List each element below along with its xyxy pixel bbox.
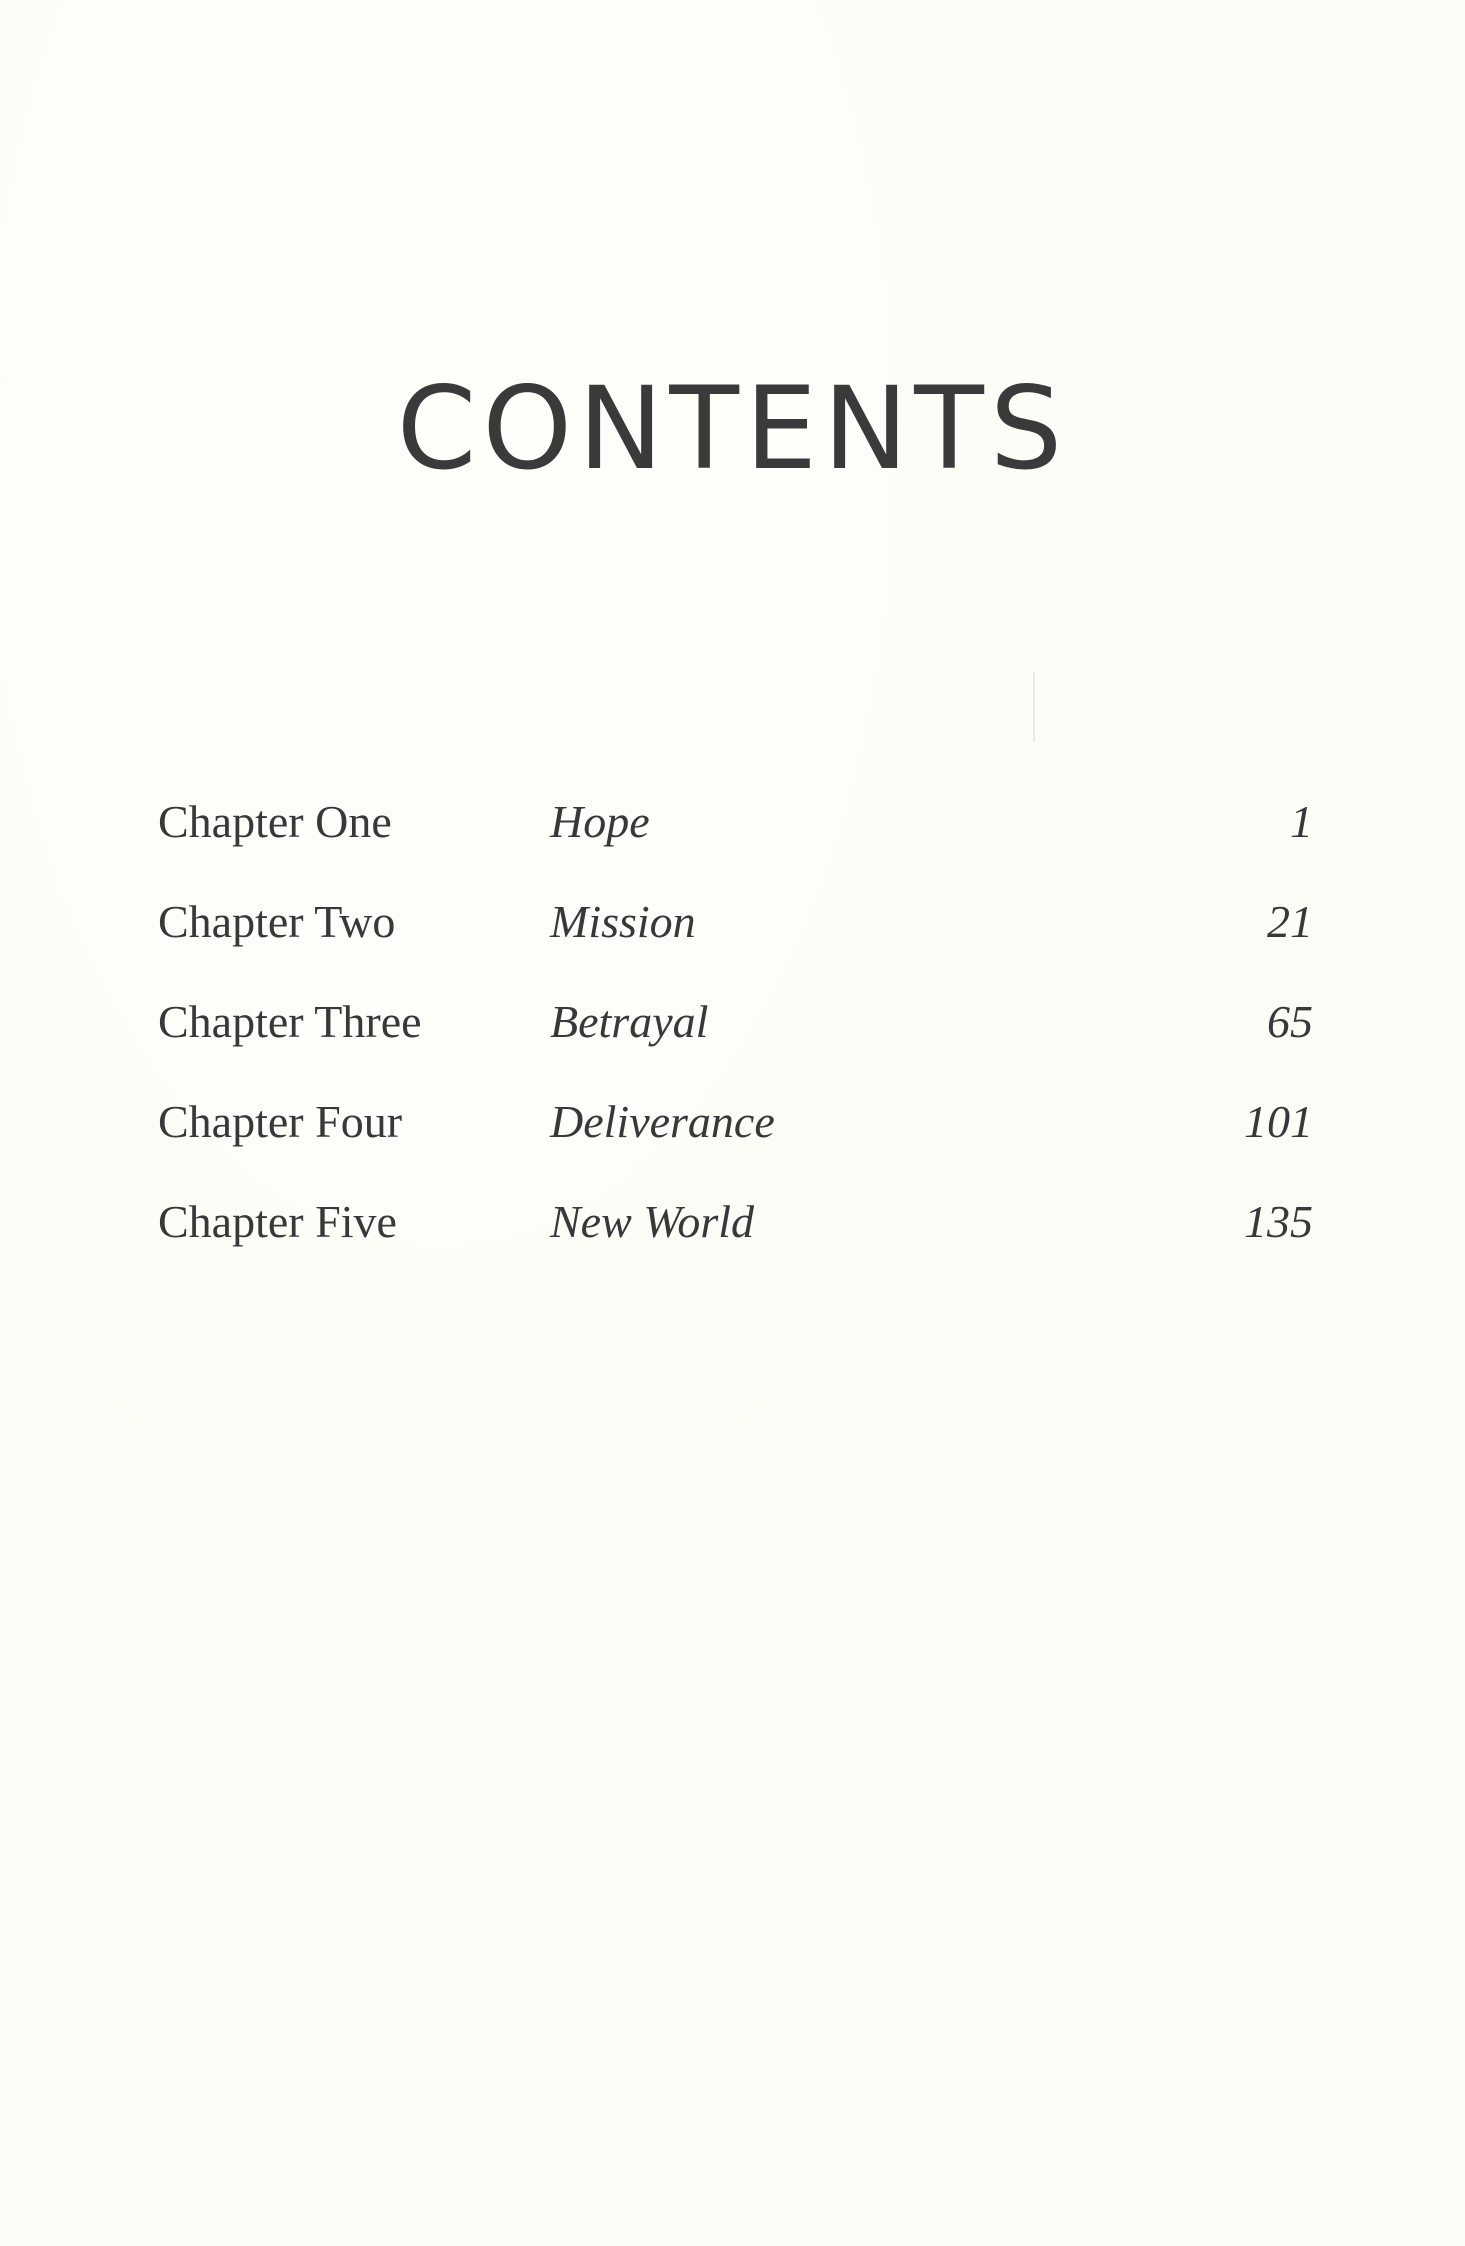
- chapter-page-number: 21: [1267, 896, 1313, 947]
- chapter-label: Chapter Three: [158, 996, 422, 1047]
- table-of-contents: [158, 790, 1313, 1290]
- chapter-label: Chapter One: [158, 796, 392, 847]
- chapter-title: Mission: [550, 896, 696, 947]
- toc-entry[interactable]: [158, 790, 1313, 890]
- chapter-label: Chapter Two: [158, 896, 396, 947]
- contents-heading: CONTENTS: [396, 362, 1069, 495]
- chapter-title: New World: [550, 1196, 755, 1247]
- chapter-page-number: 135: [1244, 1196, 1313, 1247]
- chapter-label: Chapter Five: [158, 1196, 397, 1247]
- chapter-label: Chapter Four: [158, 1096, 403, 1147]
- chapter-page-number: 65: [1267, 996, 1313, 1047]
- chapter-page-number: 101: [1244, 1096, 1313, 1147]
- chapter-title: Hope: [550, 796, 650, 847]
- paper-fold-mark: [1033, 672, 1035, 742]
- toc-entry[interactable]: [158, 1090, 1313, 1190]
- toc-entry[interactable]: [158, 990, 1313, 1090]
- toc-entry[interactable]: [158, 890, 1313, 990]
- toc-entry[interactable]: [158, 1190, 1313, 1290]
- chapter-page-number: 1: [1290, 796, 1313, 847]
- chapter-title: Betrayal: [550, 996, 709, 1047]
- chapter-title: Deliverance: [550, 1096, 775, 1147]
